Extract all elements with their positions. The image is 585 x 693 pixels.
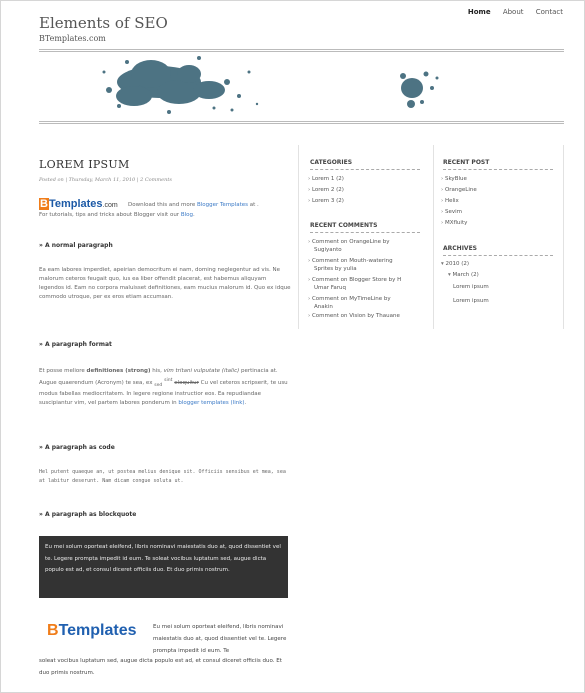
archive-month[interactable]: ▾ March (2) [448,272,479,278]
arrow-right-icon: › [308,198,312,204]
recent-post-item[interactable]: › Sevim [441,209,462,215]
format-paragraph: Et posse meliore definitiones (strong) his, vim tritani vulputate (italic) pertinacia at. Augue quaerendum (Acronym) te sea, ex $_{sed}$ $^{sint}$ eloquitur Cu vel ceteros scripserit, te usu modus fabellas mediocritatem. In legere regione instructior eos. Ea repudiandae suscipiantur vim, vel partem labores ponderum in blogger templates (link). [39,368,288,406]
categories-heading: CATEGORIES [310,159,353,166]
code-paragraph: Hel putent quaeque an, ut postea melius denique sit. Officiis sensibus et mea, sea at labitur deserunt. Nam dicam congue soluta ut. [39,469,286,484]
comment-item[interactable]: › Comment on Mouth-watering Sprites by yulia [308,258,393,272]
header-rule-top [39,49,564,50]
paragraph-below-logo: soleat vocibus luptatum sed, augue dicta populo est ad, et consul diceret officiis duo. Et duo primis nostrum. [39,658,282,676]
btemplates-logo-small[interactable]: BTemplates.com [40,198,118,210]
archive-post[interactable]: Lorem ipsum [453,298,489,304]
recent-post-item[interactable]: › Helix [441,198,459,204]
archive-year[interactable]: ▾ 2010 (2) [441,261,470,267]
heading-paragraph-blockquote: » A paragraph as blockquote [39,511,137,518]
arrow-right-icon: › [441,187,445,193]
recent-post-item[interactable]: › MXfluity [441,220,468,226]
recent-post-heading: RECENT POST [443,159,490,166]
arrow-right-icon: › [441,209,445,215]
header-rule-bottom-2 [39,123,564,124]
category-item[interactable]: › Lorem 1 (2) [308,176,344,182]
arrow-right-icon: › [308,176,312,182]
categories-rule [310,169,420,170]
recent-post-item[interactable]: › OrangeLine [441,187,477,193]
heading-paragraph-code: » A paragraph as code [39,444,115,451]
arrow-right-icon: › [308,258,312,264]
arrow-right-icon: › [441,176,445,182]
comment-item[interactable]: › Comment on Blogger Store by H Umar Faruq [308,277,402,291]
blog-link[interactable]: Blog [180,212,193,218]
normal-paragraph: Ea eam labores imperdiet, apeirian democritum ei nam, doming neglegentur ad vis. Ne malorum ceteros feugait quo, ius ea liber offendit placerat, est habemus aliquyam legendos id. Eam no corpora maluisset definitiones, eam mucius malorum id. Quo ex idque commodo utroque, per ex eros etiam accumsan. [39,267,291,300]
arrow-right-icon: › [308,313,312,319]
top-nav [458,8,563,16]
nav-home[interactable]: Home [467,8,491,16]
recent-post-item[interactable]: › SkyBlue [441,176,467,182]
triangle-down-icon[interactable]: ▾ [448,272,453,278]
arrow-right-icon: › [441,220,445,226]
recent-post-rule [443,169,553,170]
sidebar-divider-right [563,145,564,329]
category-item[interactable]: › Lorem 3 (2) [308,198,344,204]
site-title[interactable]: Elements of SEO [39,14,168,32]
nav-contact[interactable]: Contact [535,8,563,16]
arrow-right-icon: › [308,277,312,283]
sidebar-divider-mid [433,145,434,329]
blockquote-text: Eu mei solum oporteat eleifend, libris nominavi maiestatis duo at, quod dissentiet vel te. Legere prompta impedit id eum. Te soleat vocibus luptatum sed, augue dicta populo est ad, et consul diceret officiis duo. Et duo primis nostrum. [45,544,281,573]
intro-line-1: Download this and more Blogger Templates at . [128,202,259,208]
heading-paragraph-format: » A paragraph format [39,341,112,348]
sidebar-divider-left [298,145,299,329]
category-item[interactable]: › Lorem 2 (2) [308,187,344,193]
blogger-templates-inline-link[interactable]: blogger templates (link) [178,399,245,406]
btemplates-logo-large[interactable]: BTemplates [47,622,137,639]
recent-comments-heading: RECENT COMMENTS [310,222,378,229]
post-title[interactable]: LOREM IPSUM [39,158,130,171]
recent-comments-rule [310,232,420,233]
header-rule-bottom [39,121,564,122]
arrow-right-icon: › [308,296,312,302]
triangle-down-icon[interactable]: ▾ [441,261,446,267]
comment-item[interactable]: › Comment on MyTimeLine by Anakin [308,296,391,310]
paragraph-beside-logo: Eu mei solum oporteat eleifend, libris nominavi maiestatis duo at, quod dissentiet vel te. Legere prompta impedit id eum. Te [153,624,287,654]
intro-line-2: For tutorials, tips and tricks about Blogger visit our Blog. [39,212,195,218]
archives-rule [443,255,553,256]
archive-post[interactable]: Lorem ipsum [453,284,489,290]
ink-splash-banner [39,52,564,120]
nav-about[interactable]: About [502,8,524,16]
arrow-right-icon: › [441,198,445,204]
archives-heading: ARCHIVES [443,245,477,252]
comment-item[interactable]: › Comment on OrangeLine by Sugiyanto [308,239,390,253]
comment-item[interactable]: › Comment on Vision by Thauane [308,313,400,319]
heading-normal-paragraph: » A normal paragraph [39,242,113,249]
post-meta: Posted on | Thursday, March 11, 2010 | 2 Comments [39,177,172,183]
blogger-templates-link[interactable]: Blogger Templates [196,202,248,208]
arrow-right-icon: › [308,239,312,245]
arrow-right-icon: › [308,187,312,193]
site-subtitle: BTemplates.com [39,34,106,43]
blockquote [39,536,288,598]
